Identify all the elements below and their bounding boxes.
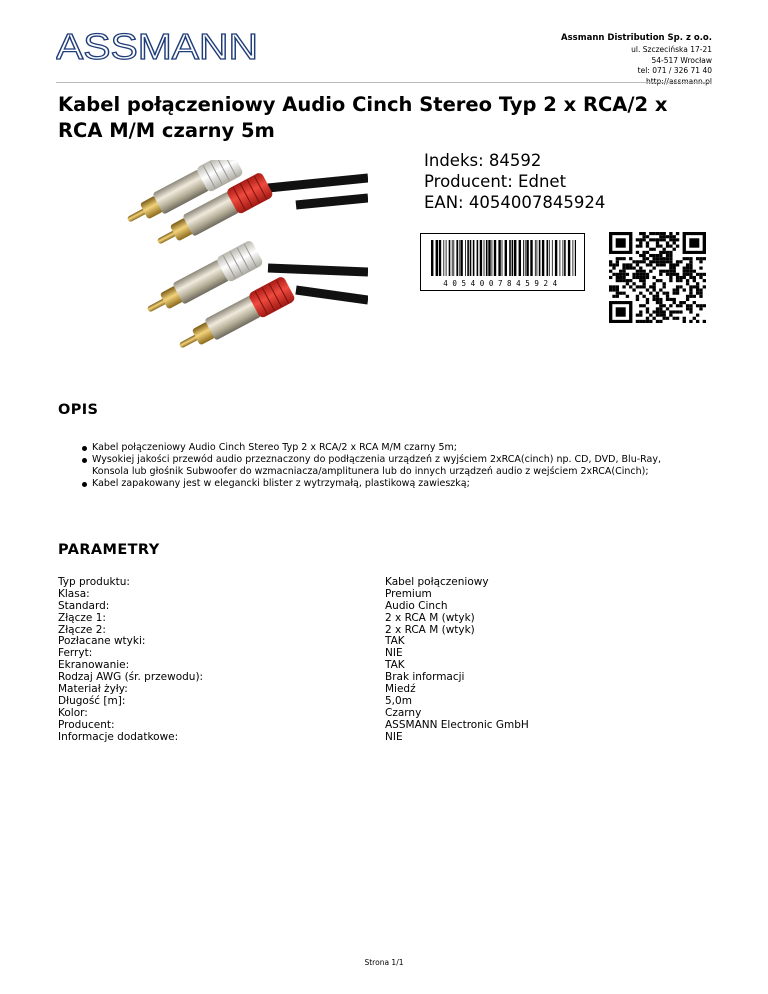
param-value: 5,0m (385, 694, 412, 707)
param-key: Producent: (58, 718, 115, 731)
ean-barcode (420, 233, 585, 291)
param-key: Pozłacane wtyki: (58, 635, 146, 648)
param-key: Standard: (58, 599, 110, 612)
barcode-digits: 4054007845924 (443, 279, 562, 288)
company-city: 54-517 Wrocław (651, 55, 712, 65)
param-value: Kabel połączeniowy (385, 576, 489, 588)
param-value: NIE (385, 647, 403, 660)
param-value: NIE (385, 730, 403, 743)
company-name: Assmann Distribution Sp. z o.o. (561, 33, 712, 43)
list-item: Kabel zapakowany jest w eleganckі blister z wytrzymałą, plastikową zawieszką; (80, 478, 700, 490)
product-image (118, 160, 368, 360)
company-info (561, 32, 712, 87)
table-row (58, 636, 529, 648)
param-value: TAK (385, 659, 405, 672)
param-key: Złącze 1: (58, 611, 106, 624)
table-row (58, 589, 529, 601)
table-row (58, 720, 529, 732)
company-street: ul. Szczecińska 17-21 (631, 45, 712, 54)
parameters-table (58, 577, 529, 743)
param-value: ASSMANN Electronic GmbH (385, 718, 529, 731)
product-index: Indeks: 84592 (424, 151, 542, 170)
param-key: Informacje dodatkowe: (58, 730, 179, 743)
param-value: Brak informacji (385, 671, 465, 684)
param-value: TAK (385, 635, 405, 648)
param-key: Materiał żyły: (58, 683, 128, 696)
table-row (58, 577, 529, 589)
list-item: Kabel połączeniowy Audio Cinch Stereo Typ 2 x RCA/2 x RCA M/M czarny 5m; (80, 442, 700, 454)
table-row (58, 672, 529, 684)
company-website[interactable]: http://assmann.pl (645, 76, 712, 86)
param-key: Ekranowanie: (58, 659, 130, 672)
assmann-logo (56, 32, 258, 62)
description-list (80, 442, 700, 490)
company-phone: tel: 071 / 326 71 40 (637, 66, 712, 75)
param-value: 2 x RCA M (wtyk) (385, 611, 475, 624)
qr-code (609, 232, 706, 323)
table-row (58, 684, 529, 696)
barcode-bars (431, 240, 576, 276)
table-row (58, 613, 529, 625)
table-row (58, 732, 529, 744)
param-value: 2 x RCA M (wtyk) (385, 623, 475, 636)
table-row (58, 696, 529, 708)
product-producer: Producent: Ednet (424, 172, 567, 191)
param-key: Kolor: (58, 706, 88, 719)
table-row (58, 708, 529, 720)
param-key: Złącze 2: (58, 623, 106, 636)
param-key: Rodzaj AWG (śr. przewodu): (58, 671, 204, 684)
list-item: Wysokiej jakości przewód audio przeznaczony do podłączenia urządzeń z wyjściem 2xRCA(cinch) np. CD, DVD, Blu-Ray, Konsola lub głośnik Subwoofer do wzmacniacza/amplitunera lub do innych urządzeń audio z wejściem 2xRCA(Cinch); (80, 454, 700, 478)
section-heading-parametry: PARAMETRY (58, 542, 160, 558)
param-value: Czarny (385, 706, 422, 719)
param-key: Długość [m]: (58, 694, 126, 707)
param-key: Klasa: (58, 587, 90, 600)
svg-text:ASSMANN: ASSMANN (56, 32, 258, 62)
page-number: Strona 1/1 (364, 958, 404, 967)
param-key: Ferryt: (58, 647, 93, 660)
header-divider (56, 82, 712, 83)
param-value: Miedź (385, 683, 416, 696)
product-ean: EAN: 4054007845924 (424, 193, 606, 212)
section-heading-opis: OPIS (58, 402, 99, 418)
param-value: Premium (385, 587, 432, 600)
product-title: Kabel połączeniowy Audio Cinch Stereo Typ 2 x RCA/2 x RCA M/M czarny 5m (58, 93, 668, 142)
param-value: Audio Cinch (385, 599, 448, 612)
product-info (424, 150, 605, 213)
table-row (58, 601, 529, 613)
param-key: Typ produktu: (58, 576, 130, 588)
